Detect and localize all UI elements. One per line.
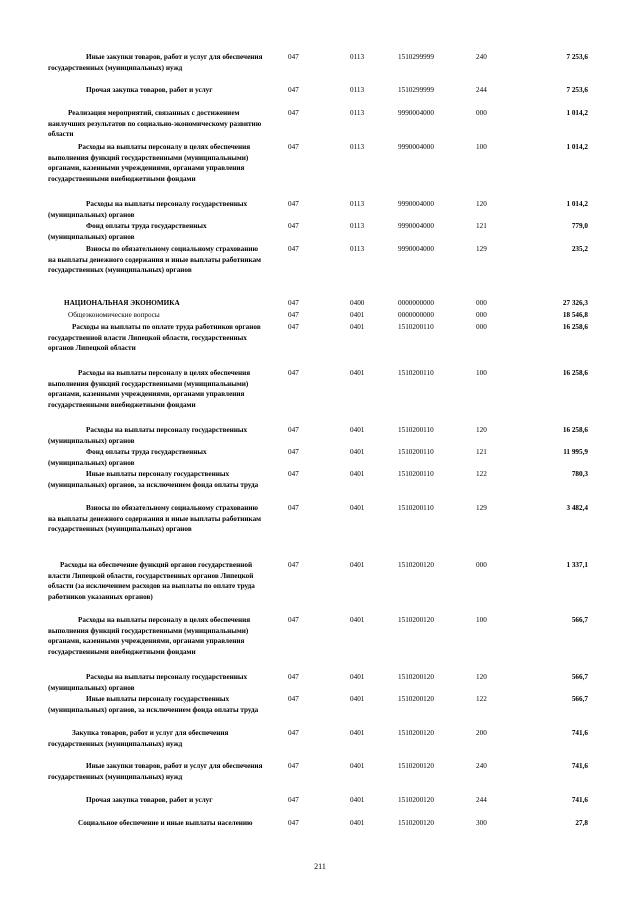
target-article-code: 1510200110 [398,448,434,456]
expense-type-code: 000 [476,323,487,331]
target-article-code: 1510200110 [398,369,434,377]
amount: 16 258,6 [562,323,588,331]
amount: 7 253,6 [566,53,588,61]
section-code: 0401 [350,561,365,569]
row-description: Прочая закупка товаров, работ и услуг [86,796,213,804]
target-article-code: 9990004000 [398,222,434,230]
row-description: Социальное обеспечение и иные выплаты населению [78,819,253,827]
section-code: 0401 [350,762,365,770]
section-code: 0401 [350,796,365,804]
row-description: Иные закупки товаров, работ и услуг для обеспечения государственных (муниципальных) нужд [48,762,263,781]
target-article-code: 0000000000 [398,299,434,307]
row-description: Реализация мероприятий, связанных с достижением наилучших результатов по социально-экономическому развитию области [48,109,262,138]
expense-type-code: 100 [476,143,487,151]
expense-type-code: 121 [476,448,487,456]
target-article-code: 1510200110 [398,470,434,478]
amount: 780,3 [571,470,588,478]
target-article-code: 1510200120 [398,616,434,624]
target-article-code: 1510200110 [398,323,434,331]
department-code: 047 [288,796,299,804]
expense-type-code: 100 [476,369,487,377]
amount: 235,2 [571,245,588,253]
target-article-code: 1510299999 [398,86,434,94]
target-article-code: 1510200120 [398,561,434,569]
expense-type-code: 120 [476,673,487,681]
amount: 27 326,3 [562,299,588,307]
department-code: 047 [288,143,299,151]
row-description: Расходы на выплаты по оплате труда работников органов государственной власти Липецкой области, государственных органов Липецкой области [48,323,261,352]
amount: 1 014,2 [566,200,588,208]
row-description: Фонд оплаты труда государственных (муниципальных) органов [48,448,207,467]
row-description: Расходы на выплаты персоналу в целях обеспечения выполнения функций государственными (муниципальными) органами, казенными учреждениями, органами управления государственными внебюджетными фондами [48,369,251,409]
row-description: Расходы на выплаты персоналу в целях обеспечения выполнения функций государственными (муниципальными) органами, казенными учреждениями, органами управления государственными внебюджетными фондами [48,616,251,656]
expense-type-code: 000 [476,311,487,319]
amount: 741,6 [571,762,588,770]
section-code: 0401 [350,470,365,478]
department-code: 047 [288,86,299,94]
amount: 1 337,1 [566,561,588,569]
target-article-code: 9990004000 [398,200,434,208]
amount: 3 482,4 [566,504,588,512]
expense-type-code: 129 [476,504,487,512]
expense-type-code: 000 [476,561,487,569]
expense-type-code: 240 [476,53,487,61]
expense-type-code: 300 [476,819,487,827]
section-code: 0401 [350,504,365,512]
target-article-code: 1510299999 [398,53,434,61]
target-article-code: 1510200120 [398,695,434,703]
department-code: 047 [288,695,299,703]
amount: 566,7 [571,673,588,681]
row-description: Расходы на выплаты персоналу государственных (муниципальных) органов [48,426,248,445]
department-code: 047 [288,299,299,307]
row-description: Общеэкономические вопросы [68,311,160,319]
target-article-code: 1510200110 [398,426,434,434]
row-description: НАЦИОНАЛЬНАЯ ЭКОНОМИКА [64,299,180,307]
section-code: 0401 [350,448,365,456]
amount: 566,7 [571,695,588,703]
section-code: 0401 [350,369,365,377]
department-code: 047 [288,673,299,681]
department-code: 047 [288,448,299,456]
row-description: Прочая закупка товаров, работ и услуг [86,86,213,94]
amount: 27,8 [575,819,588,827]
expense-type-code: 244 [476,796,487,804]
target-article-code: 9990004000 [398,109,434,117]
department-code: 047 [288,311,299,319]
expense-type-code: 240 [476,762,487,770]
department-code: 047 [288,53,299,61]
section-code: 0401 [350,673,365,681]
expense-type-code: 100 [476,616,487,624]
row-description: Иные выплаты персоналу государственных (муниципальных) органов, за исключением фонда оплаты труда [48,695,259,714]
section-code: 0401 [350,729,365,737]
amount: 11 995,9 [563,448,588,456]
amount: 741,6 [571,729,588,737]
amount: 779,0 [571,222,588,230]
section-code: 0113 [350,143,365,151]
department-code: 047 [288,504,299,512]
department-code: 047 [288,323,299,331]
section-code: 0113 [350,53,365,61]
target-article-code: 1510200120 [398,729,434,737]
row-description: Расходы на обеспечение функций органов государственной власти Липецкой области, государственных органов Липецкой области (за исключением расходов на выплаты по оплате труда работников указанных органов) [48,561,255,601]
expense-type-code: 122 [476,695,487,703]
expense-type-code: 000 [476,109,487,117]
row-description: Взносы по обязательному социальному страхованию на выплаты денежного содержания и иные выплаты работникам государственных (муниципальных) органов [48,245,262,274]
section-code: 0113 [350,86,365,94]
department-code: 047 [288,245,299,253]
target-article-code: 9990004000 [398,245,434,253]
amount: 16 258,6 [562,426,588,434]
section-code: 0113 [350,109,365,117]
section-code: 0401 [350,819,365,827]
amount: 7 253,6 [566,86,588,94]
target-article-code: 1510200120 [398,762,434,770]
expense-type-code: 000 [476,299,487,307]
department-code: 047 [288,616,299,624]
row-description: Иные выплаты персоналу государственных (муниципальных) органов, за исключением фонда оплаты труда [48,470,259,489]
department-code: 047 [288,561,299,569]
section-code: 0113 [350,200,365,208]
target-article-code: 1510200110 [398,504,434,512]
section-code: 0401 [350,426,365,434]
row-description: Расходы на выплаты персоналу государственных (муниципальных) органов [48,673,248,692]
department-code: 047 [288,369,299,377]
amount: 741,6 [571,796,588,804]
amount: 1 014,2 [566,143,588,151]
department-code: 047 [288,729,299,737]
department-code: 047 [288,222,299,230]
section-code: 0113 [350,222,365,230]
expense-type-code: 244 [476,86,487,94]
department-code: 047 [288,109,299,117]
target-article-code: 0000000000 [398,311,434,319]
target-article-code: 1510200120 [398,819,434,827]
amount: 16 258,6 [562,369,588,377]
row-description: Иные закупки товаров, работ и услуг для обеспечения государственных (муниципальных) нужд [48,53,263,72]
target-article-code: 9990004000 [398,143,434,151]
row-description: Фонд оплаты труда государственных (муниципальных) органов [48,222,207,241]
section-code: 0401 [350,311,365,319]
department-code: 047 [288,470,299,478]
amount: 566,7 [571,616,588,624]
target-article-code: 1510200120 [398,673,434,681]
row-description: Расходы на выплаты персоналу в целях обеспечения выполнения функций государственными (муниципальными) органами, казенными учреждениями, органами управления государственными внебюджетными фондами [48,143,251,183]
department-code: 047 [288,200,299,208]
amount: 1 014,2 [566,109,588,117]
row-description: Закупка товаров, работ и услуг для обеспечения государственных (муниципальных) нужд [48,729,229,748]
department-code: 047 [288,426,299,434]
expense-type-code: 200 [476,729,487,737]
section-code: 0401 [350,616,365,624]
row-description: Расходы на выплаты персоналу государственных (муниципальных) органов [48,200,248,219]
section-code: 0401 [350,323,365,331]
section-code: 0400 [350,299,365,307]
expense-type-code: 120 [476,426,487,434]
expense-type-code: 122 [476,470,487,478]
expense-type-code: 121 [476,222,487,230]
department-code: 047 [288,762,299,770]
expense-type-code: 129 [476,245,487,253]
row-description: Взносы по обязательному социальному страхованию на выплаты денежного содержания и иные выплаты работникам государственных (муниципальных) органов [48,504,262,533]
section-code: 0401 [350,695,365,703]
expense-type-code: 120 [476,200,487,208]
department-code: 047 [288,819,299,827]
page-number: 211 [314,862,326,871]
amount: 18 546,8 [562,311,588,319]
target-article-code: 1510200120 [398,796,434,804]
section-code: 0113 [350,245,365,253]
